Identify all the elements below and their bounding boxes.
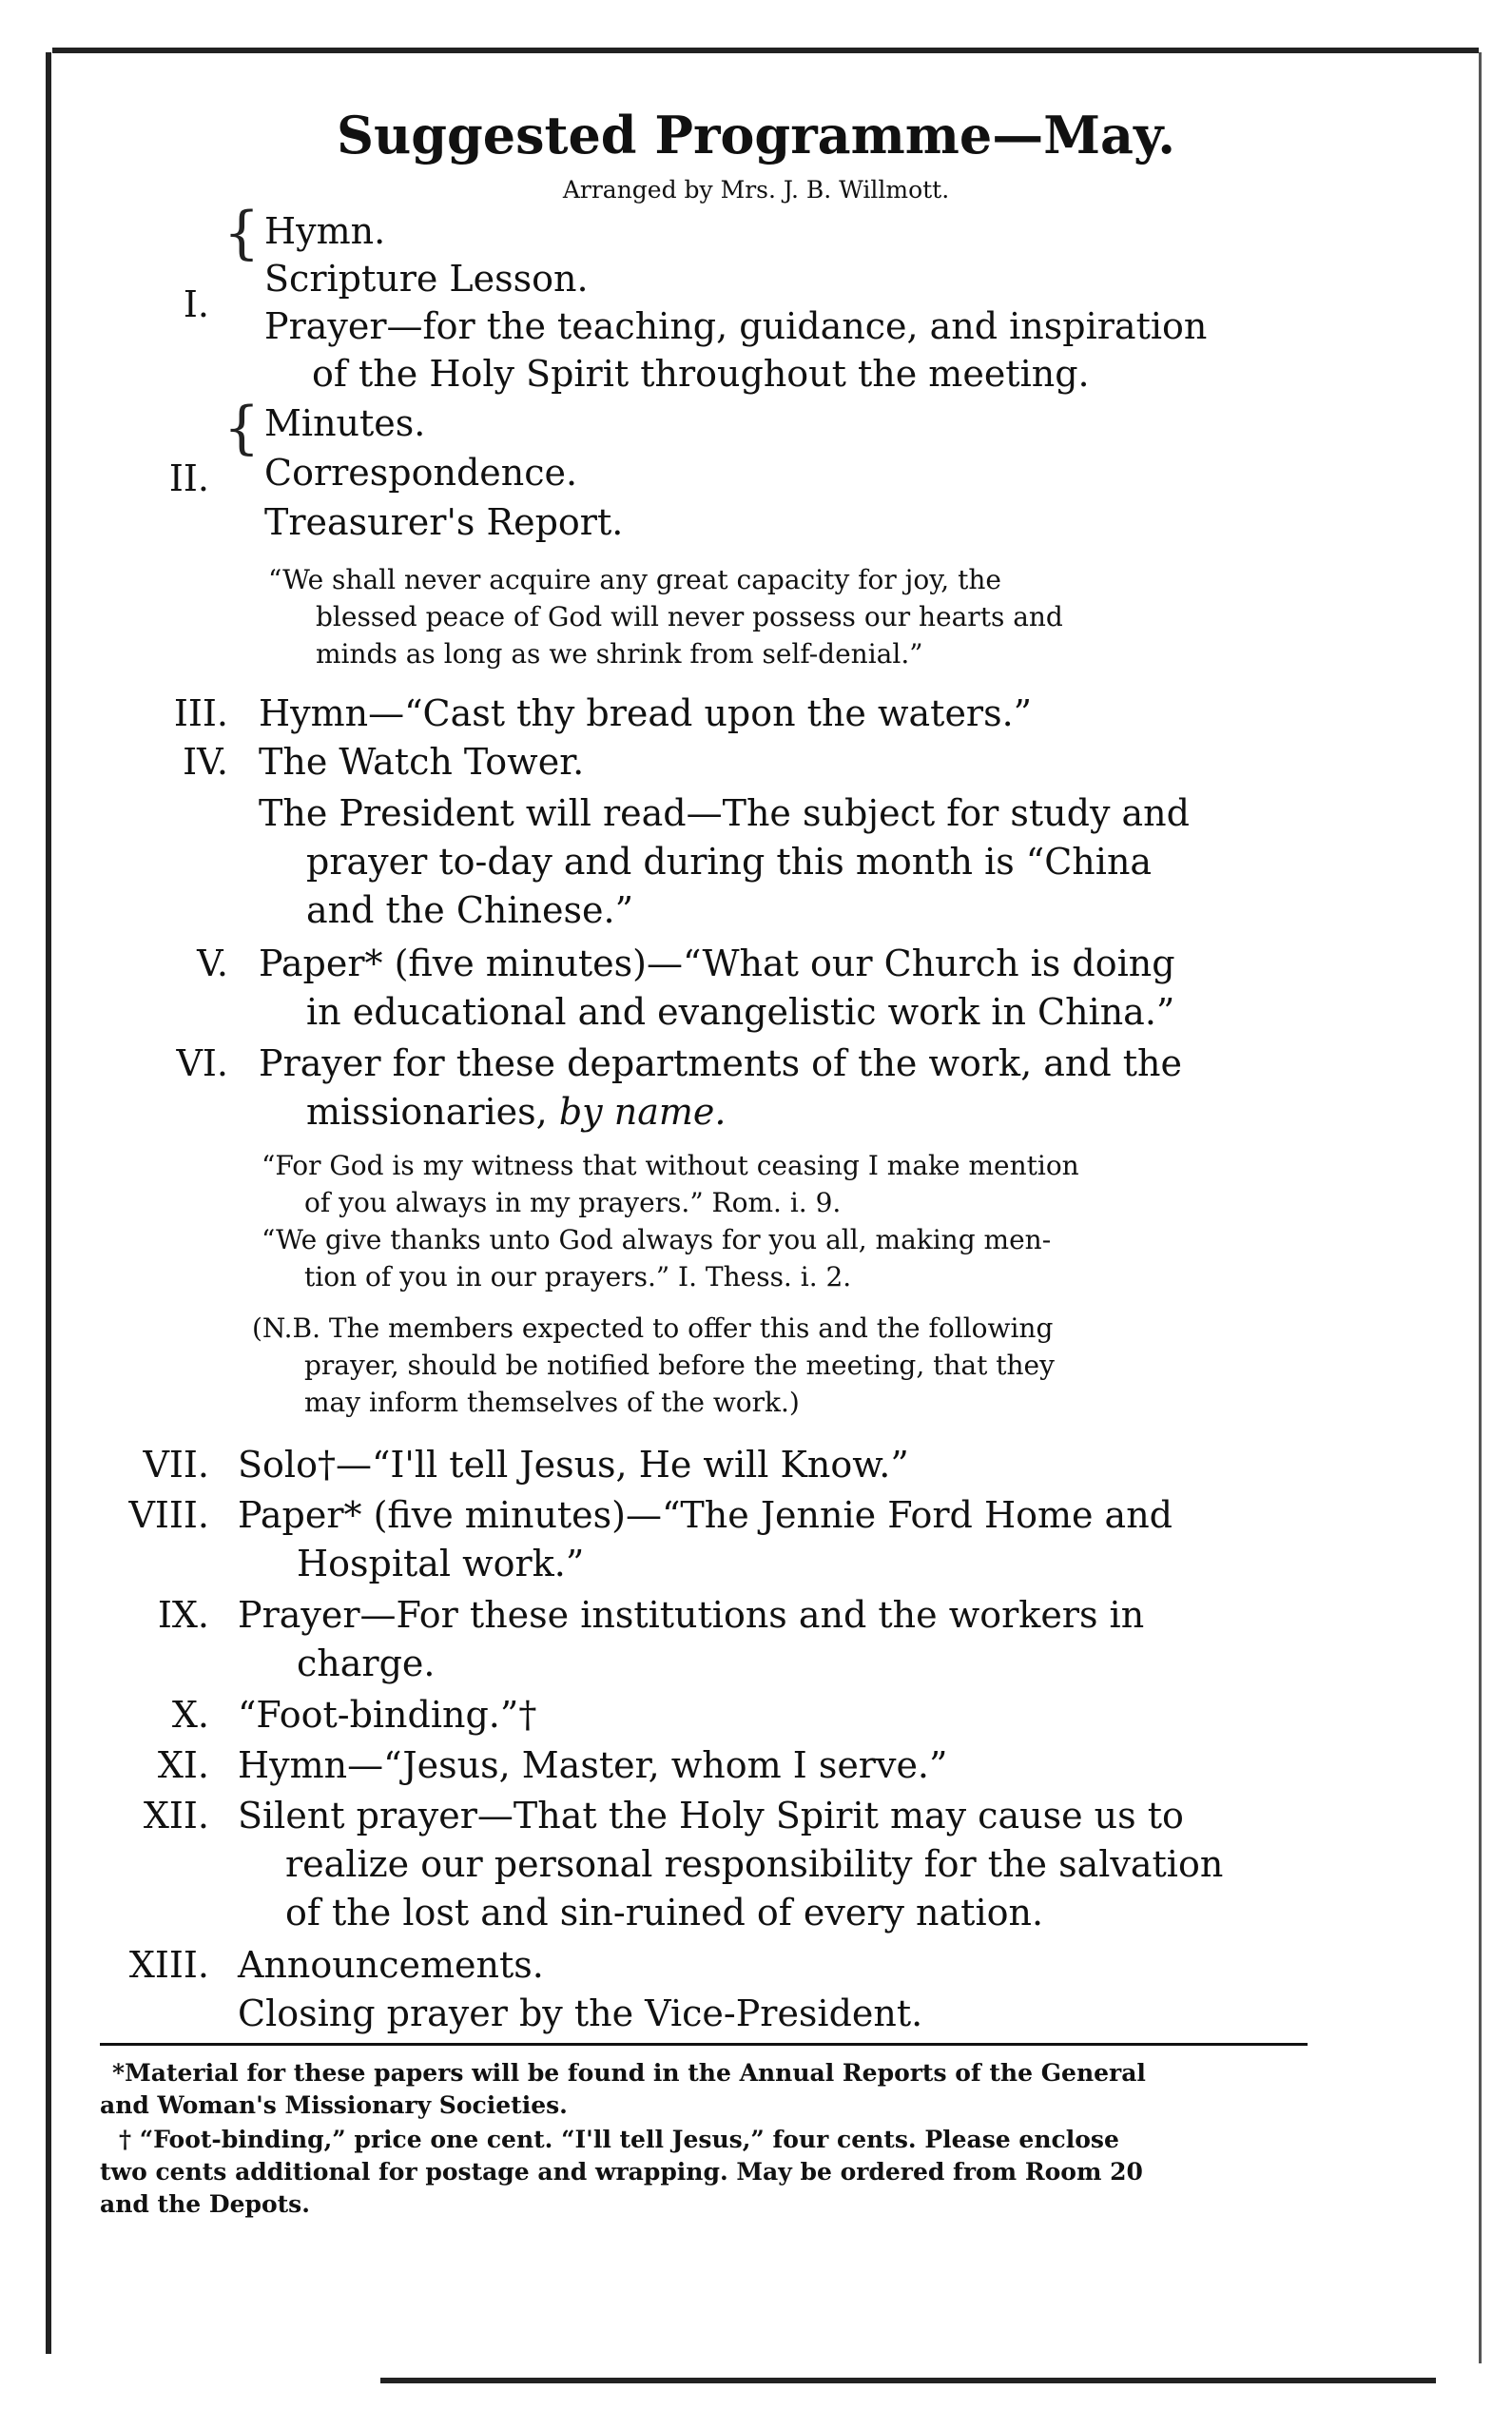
footnote-line: two cents additional for postage and wrapping. May be ordered from Room 20	[100, 2158, 1143, 2186]
left-border-rule	[46, 52, 51, 2354]
section-1-item: Scripture Lesson.	[264, 258, 589, 300]
item-number: IX.	[157, 1594, 209, 1636]
footnote-line: *Material for these papers will be found in the Annual Reports of the General	[112, 2059, 1146, 2087]
section-1-item: Prayer—for the teaching, guidance, and inspiration	[264, 305, 1208, 347]
note-line: may inform themselves of the work.)	[304, 1387, 800, 1418]
item-line: Closing prayer by the Vice-President.	[238, 1992, 923, 2034]
item-line: charge.	[297, 1642, 436, 1684]
item-line: prayer to-day and during this month is “China	[306, 841, 1153, 883]
byline: Arranged by Mrs. J. B. Willmott.	[562, 176, 950, 204]
section-1-item: Hymn.	[264, 210, 386, 252]
note-line: (N.B. The members expected to offer this and the following	[252, 1312, 1054, 1344]
quote-line: of you always in my prayers.” Rom. i. 9.	[304, 1187, 842, 1218]
item-line	[306, 1088, 726, 1136]
item-line: Solo†—“I'll tell Jesus, He will Know.”	[238, 1444, 909, 1486]
section-1-item: of the Holy Spirit throughout the meeting.	[312, 353, 1090, 395]
item-line: Hymn—“Cast thy bread upon the waters.”	[259, 692, 1033, 734]
brace-section-2: {	[223, 395, 261, 461]
item-line: “Foot-binding.”†	[238, 1694, 537, 1736]
item-text: missionaries,	[306, 1091, 548, 1133]
item-line: Hospital work.”	[297, 1543, 585, 1584]
item-line: Silent prayer—That the Holy Spirit may cause us to	[238, 1795, 1184, 1837]
item-line: Paper* (five minutes)—“What our Church is doing	[259, 943, 1175, 984]
item-number: V.	[197, 943, 228, 984]
item-number: XIII.	[128, 1944, 209, 1986]
item-line: and the Chinese.”	[306, 889, 634, 931]
section-number-1: I.	[183, 283, 209, 325]
footnote-line: and the Depots.	[100, 2190, 310, 2218]
item-line: Hymn—“Jesus, Master, whom I serve.”	[238, 1744, 948, 1786]
quote-line: “For God is my witness that without ceasing I make mention	[262, 1150, 1079, 1181]
section-2-item: Minutes.	[264, 402, 426, 444]
item-number: X.	[171, 1694, 209, 1736]
item-number: XII.	[143, 1795, 209, 1837]
item-line: The Watch Tower.	[259, 741, 585, 783]
section-2-item: Treasurer's Report.	[264, 501, 624, 543]
item-line: Paper* (five minutes)—“The Jennie Ford Home and	[238, 1494, 1173, 1536]
footnote-line: † “Foot-binding,” price one cent. “I'll tell Jesus,” four cents. Please enclose	[119, 2126, 1119, 2153]
footnote-line: and Woman's Missionary Societies.	[100, 2091, 568, 2119]
quote-line: minds as long as we shrink from self-denial.”	[316, 638, 923, 670]
emphasis-text: by name.	[558, 1091, 727, 1133]
quote-line: “We shall never acquire any great capacity for joy, the	[268, 564, 1001, 595]
quote-line: “We give thanks unto God always for you all, making men-	[262, 1224, 1052, 1255]
item-line: in educational and evangelistic work in China.”	[306, 991, 1175, 1033]
item-number: VI.	[176, 1042, 228, 1084]
note-line: prayer, should be notified before the meeting, that they	[304, 1350, 1055, 1381]
quote-line: blessed peace of God will never possess our hearts and	[316, 601, 1063, 632]
section-number-2: II.	[168, 457, 209, 499]
item-line: Announcements.	[238, 1944, 544, 1986]
item-number: XI.	[157, 1744, 209, 1786]
brace-section-1: {	[223, 200, 261, 266]
quote-line: tion of you in our prayers.” I. Thess. i. 2.	[304, 1261, 852, 1292]
item-line: The President will read—The subject for study and	[259, 792, 1190, 834]
top-border-rule	[52, 48, 1479, 53]
page-title: Suggested Programme—May.	[336, 105, 1176, 165]
item-number: VII.	[143, 1444, 209, 1486]
item-line: Prayer for these departments of the work, and the	[259, 1042, 1183, 1084]
item-number: VIII.	[128, 1494, 209, 1536]
footnote-rule	[100, 2043, 1308, 2046]
item-line: of the lost and sin-ruined of every nation.	[285, 1892, 1044, 1934]
section-2-item: Correspondence.	[264, 452, 578, 494]
item-number: IV.	[183, 741, 228, 783]
item-line: Prayer—For these institutions and the workers in	[238, 1594, 1145, 1636]
right-border-rule	[1479, 52, 1482, 2363]
item-line: realize our personal responsibility for the salvation	[285, 1843, 1224, 1885]
item-number: III.	[173, 692, 228, 734]
bottom-border-rule	[380, 2378, 1436, 2383]
